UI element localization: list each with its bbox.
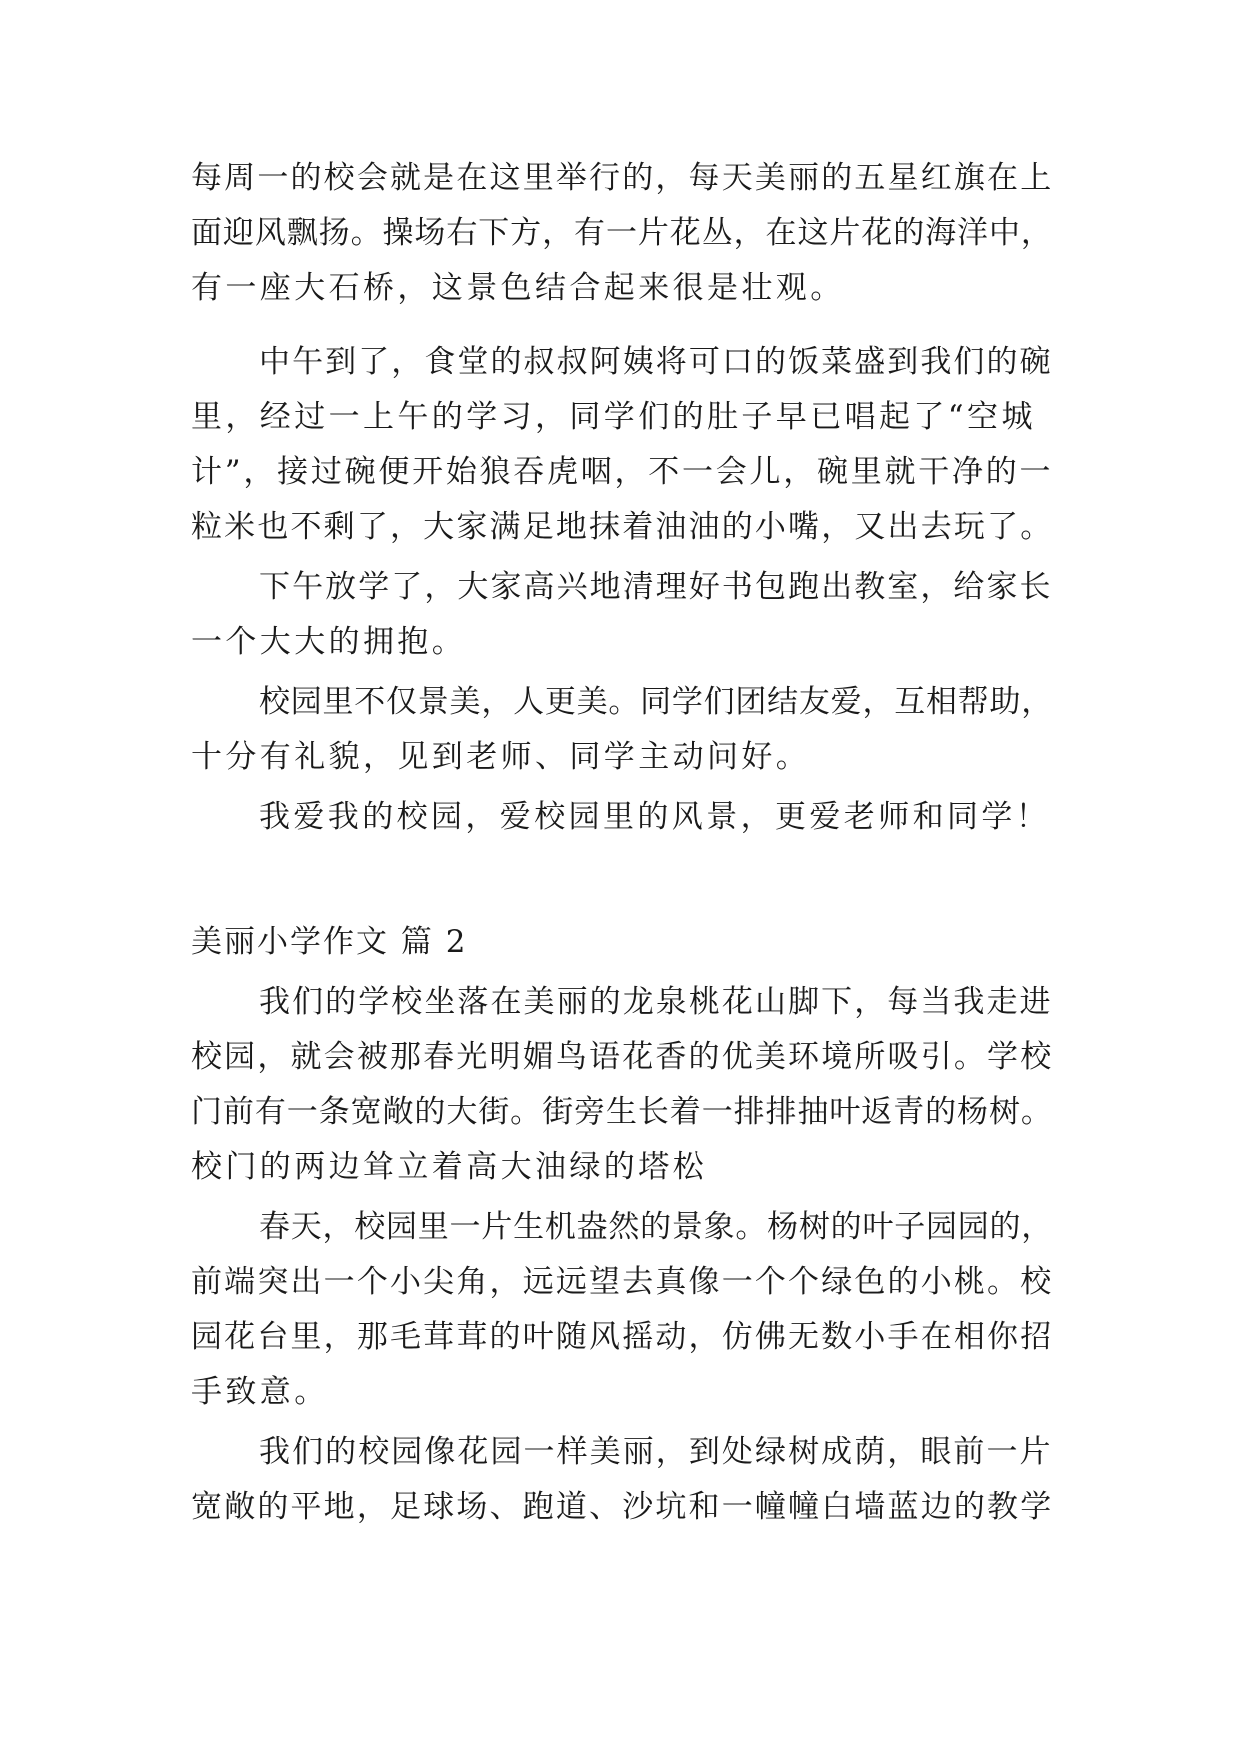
paragraph-line: 里，经过一上午的学习，同学们的肚子早已唱起了“空城 bbox=[191, 399, 1036, 435]
paragraph-line: 春天，校园里一片生机盎然的景象。杨树的叶子园园的， bbox=[259, 1209, 1053, 1245]
paragraph-line: 手致意。 bbox=[191, 1374, 329, 1410]
paragraph-line: 一个大大的拥抱。 bbox=[191, 624, 467, 660]
paragraph-line: 我爱我的校园，爱校园里的风景，更爱老师和同学！ bbox=[259, 799, 1051, 835]
paragraph-line: 门前有一条宽敞的大街。街旁生长着一排排抽叶返青的杨树。 bbox=[191, 1094, 1053, 1130]
paragraph-line: 面迎风飘扬。操场右下方，有一片花丛，在这片花的海洋中， bbox=[191, 215, 1053, 251]
paragraph-line: 有一座大石桥，这景色结合起来很是壮观。 bbox=[191, 270, 845, 306]
paragraph-line: 园花台里，那毛茸茸的叶随风摇动，仿佛无数小手在相你招 bbox=[191, 1319, 1054, 1355]
paragraph-line: 前端突出一个小尖角，远远望去真像一个个绿色的小桃。校 bbox=[191, 1264, 1054, 1300]
paragraph-line: 每周一的校会就是在这里举行的，每天美丽的五星红旗在上 bbox=[191, 160, 1054, 196]
paragraph-line: 计”，接过碗便开始狼吞虎咽，不一会儿，碗里就干净的一 bbox=[191, 454, 1054, 490]
paragraph-line: 中午到了，食堂的叔叔阿姨将可口的饭菜盛到我们的碗 bbox=[259, 344, 1053, 380]
paragraph-line: 我们的校园像花园一样美丽，到处绿树成荫，眼前一片 bbox=[259, 1434, 1053, 1470]
paragraph-line: 宽敞的平地，足球场、跑道、沙坑和一幢幢白墙蓝边的教学 bbox=[191, 1489, 1054, 1525]
paragraph-line: 粒米也不剩了，大家满足地抹着油油的小嘴，又出去玩了。 bbox=[191, 509, 1054, 545]
paragraph-line: 十分有礼貌，见到老师、同学主动问好。 bbox=[191, 739, 811, 775]
paragraph-line: 校园，就会被那春光明媚鸟语花香的优美环境所吸引。学校 bbox=[191, 1039, 1054, 1075]
paragraph-line: 我们的学校坐落在美丽的龙泉桃花山脚下，每当我走进 bbox=[259, 984, 1053, 1020]
paragraph-line: 校门的两边耸立着高大油绿的塔松 bbox=[191, 1149, 707, 1185]
paragraph-line: 校园里不仅景美，人更美。同学们团结友爱，互相帮助， bbox=[259, 684, 1053, 720]
paragraph-line: 下午放学了，大家高兴地清理好书包跑出教室，给家长 bbox=[259, 569, 1053, 605]
section-heading: 美丽小学作文 篇 2 bbox=[191, 924, 468, 960]
